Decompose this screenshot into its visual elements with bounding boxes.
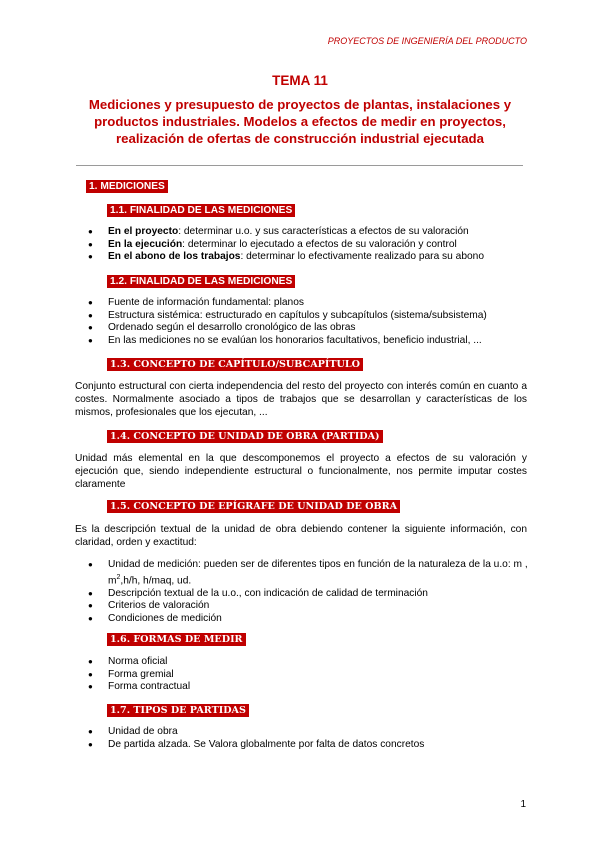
capitulo-paragraph: Conjunto estructural con cierta independencia del resto del proyecto con interés común en cuanto a costes. Normalmente asociado a tipos de trabajos que se desarrollan y características de los mismos, profesionales que los ejecutan, ... (75, 381, 527, 418)
subsection-heading-1-2: 1.2. FINALIDAD DE LAS MEDICIONES (107, 275, 295, 288)
tipos-list (80, 726, 530, 751)
list-item: ● En la ejecución: determinar lo ejecutado a efectos de su valoración y control (80, 239, 530, 252)
list-item: ● Norma oficial (80, 656, 530, 669)
subsection-heading-1-6: 1.6. FORMAS DE MEDIR (107, 633, 246, 646)
title-divider (76, 165, 523, 166)
epigrafe-list (80, 559, 530, 625)
list-item: ● En el abono de los trabajos: determinar lo efectivamente realizado para su abono (80, 251, 530, 264)
unidad-obra-paragraph: Unidad más elemental en la que descomponemos el proyecto a efectos de su valoración y ejecución que, siendo independiente estructural o funcionalmente, nos permite imputar costes claramente (75, 453, 527, 490)
document-title: Mediciones y presupuesto de proyectos de plantas, instalaciones y productos industriales. Modelos a efectos de medir en proyectos, realización de ofertas de construcción industrial ejecutada (88, 97, 512, 146)
running-header: PROYECTOS DE INGENIERÍA DEL PRODUCTO (327, 36, 527, 46)
list-item: ● Forma contractual (80, 681, 530, 694)
list-item: ● Ordenado según el desarrollo cronológico de las obras (80, 322, 530, 335)
list-item: ● Unidad de medición: pueden ser de diferentes tipos en función de la naturaleza de la u.o: m , $m^2,h/h$, h/maq, ud. (80, 559, 530, 588)
list-item: ● Unidad de obra (80, 726, 530, 739)
page-number: 1 (520, 799, 526, 810)
list-item: ● Estructura sistémica: estructurado en capítulos y subcapítulos (sistema/subsistema) (80, 310, 530, 323)
list-item: ● Descripción textual de la u.o., con indicación de calidad de terminación (80, 588, 530, 601)
list-item: ● Fuente de información fundamental: planos (80, 297, 530, 310)
subsection-heading-1-7: 1.7. TIPOS DE PARTIDAS (107, 704, 249, 717)
topic-number: TEMA 11 (272, 73, 328, 88)
list-item: ● Condiciones de medición (80, 613, 530, 626)
list-item: ● En las mediciones no se evalúan los honorarios facultativos, beneficio industrial, ... (80, 335, 530, 348)
finalidad-list-2 (80, 297, 530, 347)
subsection-heading-1-3: 1.3. CONCEPTO DE CAPÍTULO/SUBCAPÍTULO (107, 358, 363, 371)
list-item: ● En el proyecto: determinar u.o. y sus características a efectos de su valoración (80, 226, 530, 239)
subsection-heading-1-1: 1.1. FINALIDAD DE LAS MEDICIONES (107, 204, 295, 217)
epigrafe-paragraph: Es la descripción textual de la unidad de obra debiendo contener la siguiente información, con claridad, orden y exactitud: (75, 524, 527, 548)
section-heading-mediciones: 1. MEDICIONES (86, 180, 168, 193)
list-item: ● Forma gremial (80, 669, 530, 682)
list-item: ● De partida alzada. Se Valora globalmente por falta de datos concretos (80, 739, 530, 752)
subsection-heading-1-5: 1.5. CONCEPTO DE EPÍGRAFE DE UNIDAD DE OBRA (107, 500, 400, 513)
subsection-heading-1-4: 1.4. CONCEPTO DE UNIDAD DE OBRA (PARTIDA) (107, 430, 383, 443)
finalidad-list (80, 226, 530, 264)
list-item: ● Criterios de valoración (80, 600, 530, 613)
formas-list (80, 656, 530, 694)
